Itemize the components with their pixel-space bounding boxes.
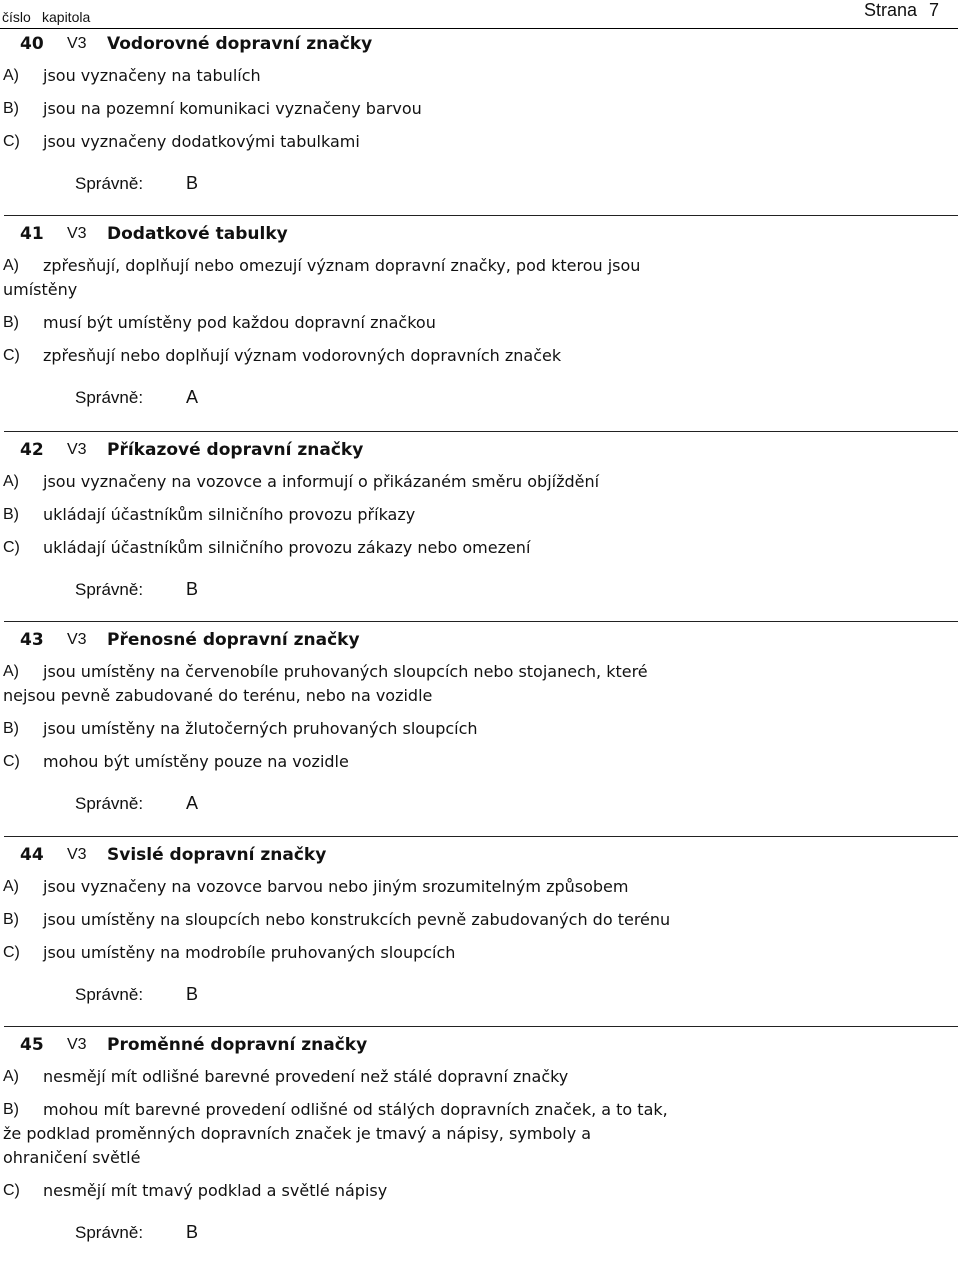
option-c — [0, 344, 960, 368]
option-text: jsou vyznačeny na vozovce barvou nebo jiným srozumitelným způsobem — [43, 877, 629, 896]
question-chapter: V3 — [67, 846, 87, 863]
question-block — [0, 845, 960, 1014]
option-letter: B) — [3, 1101, 19, 1118]
option-letter: A) — [3, 878, 19, 895]
header-rule — [0, 28, 958, 29]
question-title: Vodorovné dopravní značky — [107, 34, 373, 54]
option-text: mohou být umístěny pouze na vozidle — [43, 752, 349, 771]
question-chapter: V3 — [67, 441, 87, 458]
question-separator — [4, 1026, 958, 1027]
question-header — [0, 224, 960, 254]
option-letter: C) — [3, 944, 20, 961]
option-b — [0, 311, 960, 335]
option-letter: A) — [3, 67, 19, 84]
option-text: zpřesňují, doplňují nebo omezují význam dopravní značky, pod kterou jsou umístěny — [3, 256, 641, 299]
question-block — [0, 1035, 960, 1252]
question-block — [0, 34, 960, 203]
option-text: nesmějí mít tmavý podklad a světlé nápisy — [43, 1181, 388, 1200]
question-title: Svislé dopravní značky — [107, 845, 327, 865]
correct-answer — [0, 377, 960, 417]
question-block — [0, 440, 960, 609]
option-text: jsou umístěny na sloupcích nebo konstrukcích pevně zabudovaných do terénu — [43, 910, 671, 929]
question-header — [0, 630, 960, 660]
page-label: Strana — [864, 0, 918, 20]
option-a — [0, 64, 960, 88]
option-text: jsou umístěny na červenobíle pruhovaných sloupcích nebo stojanech, které nejsou pevně zabudované do terénu, nebo na vozidle — [3, 662, 648, 705]
option-letter: B) — [3, 911, 19, 928]
option-b — [0, 503, 960, 527]
option-text: ukládají účastníkům silničního provozu příkazy — [43, 505, 416, 524]
question-header — [0, 440, 960, 470]
option-text: nesmějí mít odlišné barevné provedení než stálé dopravní značky — [43, 1067, 569, 1086]
option-a — [0, 875, 960, 899]
option-b — [0, 97, 960, 121]
option-letter: C) — [3, 1182, 20, 1199]
answer-label: Správně: — [75, 1223, 144, 1242]
answer-value: B — [186, 1222, 199, 1242]
answer-label: Správně: — [75, 174, 144, 193]
question-title: Přenosné dopravní značky — [107, 630, 360, 650]
option-letter: B) — [3, 314, 19, 331]
option-text: musí být umístěny pod každou dopravní značkou — [43, 313, 436, 332]
question-separator — [4, 836, 958, 837]
question-number: 43 — [20, 630, 44, 650]
option-letter: B) — [3, 100, 19, 117]
page-number: 7 — [929, 0, 940, 20]
question-number: 41 — [20, 224, 44, 244]
option-letter: A) — [3, 663, 19, 680]
option-letter: B) — [3, 720, 19, 737]
option-letter: A) — [3, 473, 19, 490]
answer-label: Správně: — [75, 794, 144, 813]
correct-answer — [0, 569, 960, 609]
answer-value: A — [186, 387, 199, 407]
question-title: Příkazové dopravní značky — [107, 440, 364, 460]
correct-answer — [0, 974, 960, 1014]
page-header — [0, 0, 960, 30]
question-number: 44 — [20, 845, 44, 865]
option-letter: C) — [3, 347, 20, 364]
option-text: jsou umístěny na žlutočerných pruhovaných sloupcích — [43, 719, 478, 738]
answer-value: B — [186, 173, 199, 193]
option-letter: C) — [3, 753, 20, 770]
option-text: jsou vyznačeny na tabulích — [43, 66, 261, 85]
option-text: jsou na pozemní komunikaci vyznačeny barvou — [43, 99, 422, 118]
option-c — [0, 1179, 960, 1203]
option-text: mohou mít barevné provedení odlišné od stálých dopravních značek, a to tak, že podklad proměnných dopravních značek je tmavý a nápisy, symboly a ohraničení světlé — [3, 1100, 668, 1167]
option-text: jsou umístěny na modrobíle pruhovaných sloupcích — [43, 943, 456, 962]
question-separator — [4, 431, 958, 432]
question-separator — [4, 215, 958, 216]
question-block — [0, 224, 960, 417]
question-header — [0, 845, 960, 875]
option-letter: A) — [3, 1068, 19, 1085]
option-a — [0, 254, 960, 302]
option-text: ukládají účastníkům silničního provozu zákazy nebo omezení — [43, 538, 531, 557]
column-label-chapter: kapitola — [42, 9, 91, 25]
question-chapter: V3 — [67, 631, 87, 648]
answer-value: B — [186, 579, 199, 599]
question-title: Dodatkové tabulky — [107, 224, 288, 244]
option-letter: C) — [3, 539, 20, 556]
question-number: 40 — [20, 34, 44, 54]
option-b — [0, 908, 960, 932]
option-c — [0, 750, 960, 774]
question-header — [0, 34, 960, 64]
option-b — [0, 1098, 960, 1170]
question-separator — [4, 621, 958, 622]
answer-value: A — [186, 793, 199, 813]
option-text: jsou vyznačeny na vozovce a informují o přikázaném směru objíždění — [43, 472, 600, 491]
option-text: zpřesňují nebo doplňují význam vodorovných dopravních značek — [43, 346, 562, 365]
answer-label: Správně: — [75, 580, 144, 599]
option-letter: A) — [3, 257, 19, 274]
question-number: 45 — [20, 1035, 44, 1055]
answer-label: Správně: — [75, 388, 144, 407]
option-text: jsou vyznačeny dodatkovými tabulkami — [43, 132, 360, 151]
question-block — [0, 630, 960, 823]
column-label-number: číslo — [2, 9, 31, 25]
question-title: Proměnné dopravní značky — [107, 1035, 368, 1055]
option-a — [0, 660, 960, 708]
option-letter: B) — [3, 506, 19, 523]
option-c — [0, 536, 960, 560]
option-c — [0, 130, 960, 154]
correct-answer — [0, 1212, 960, 1252]
question-chapter: V3 — [67, 225, 87, 242]
option-a — [0, 470, 960, 494]
option-b — [0, 717, 960, 741]
question-chapter: V3 — [67, 35, 87, 52]
correct-answer — [0, 163, 960, 203]
correct-answer — [0, 783, 960, 823]
question-number: 42 — [20, 440, 44, 460]
answer-label: Správně: — [75, 985, 144, 1004]
answer-value: B — [186, 984, 199, 1004]
option-letter: C) — [3, 133, 20, 150]
question-chapter: V3 — [67, 1036, 87, 1053]
option-c — [0, 941, 960, 965]
question-header — [0, 1035, 960, 1065]
option-a — [0, 1065, 960, 1089]
